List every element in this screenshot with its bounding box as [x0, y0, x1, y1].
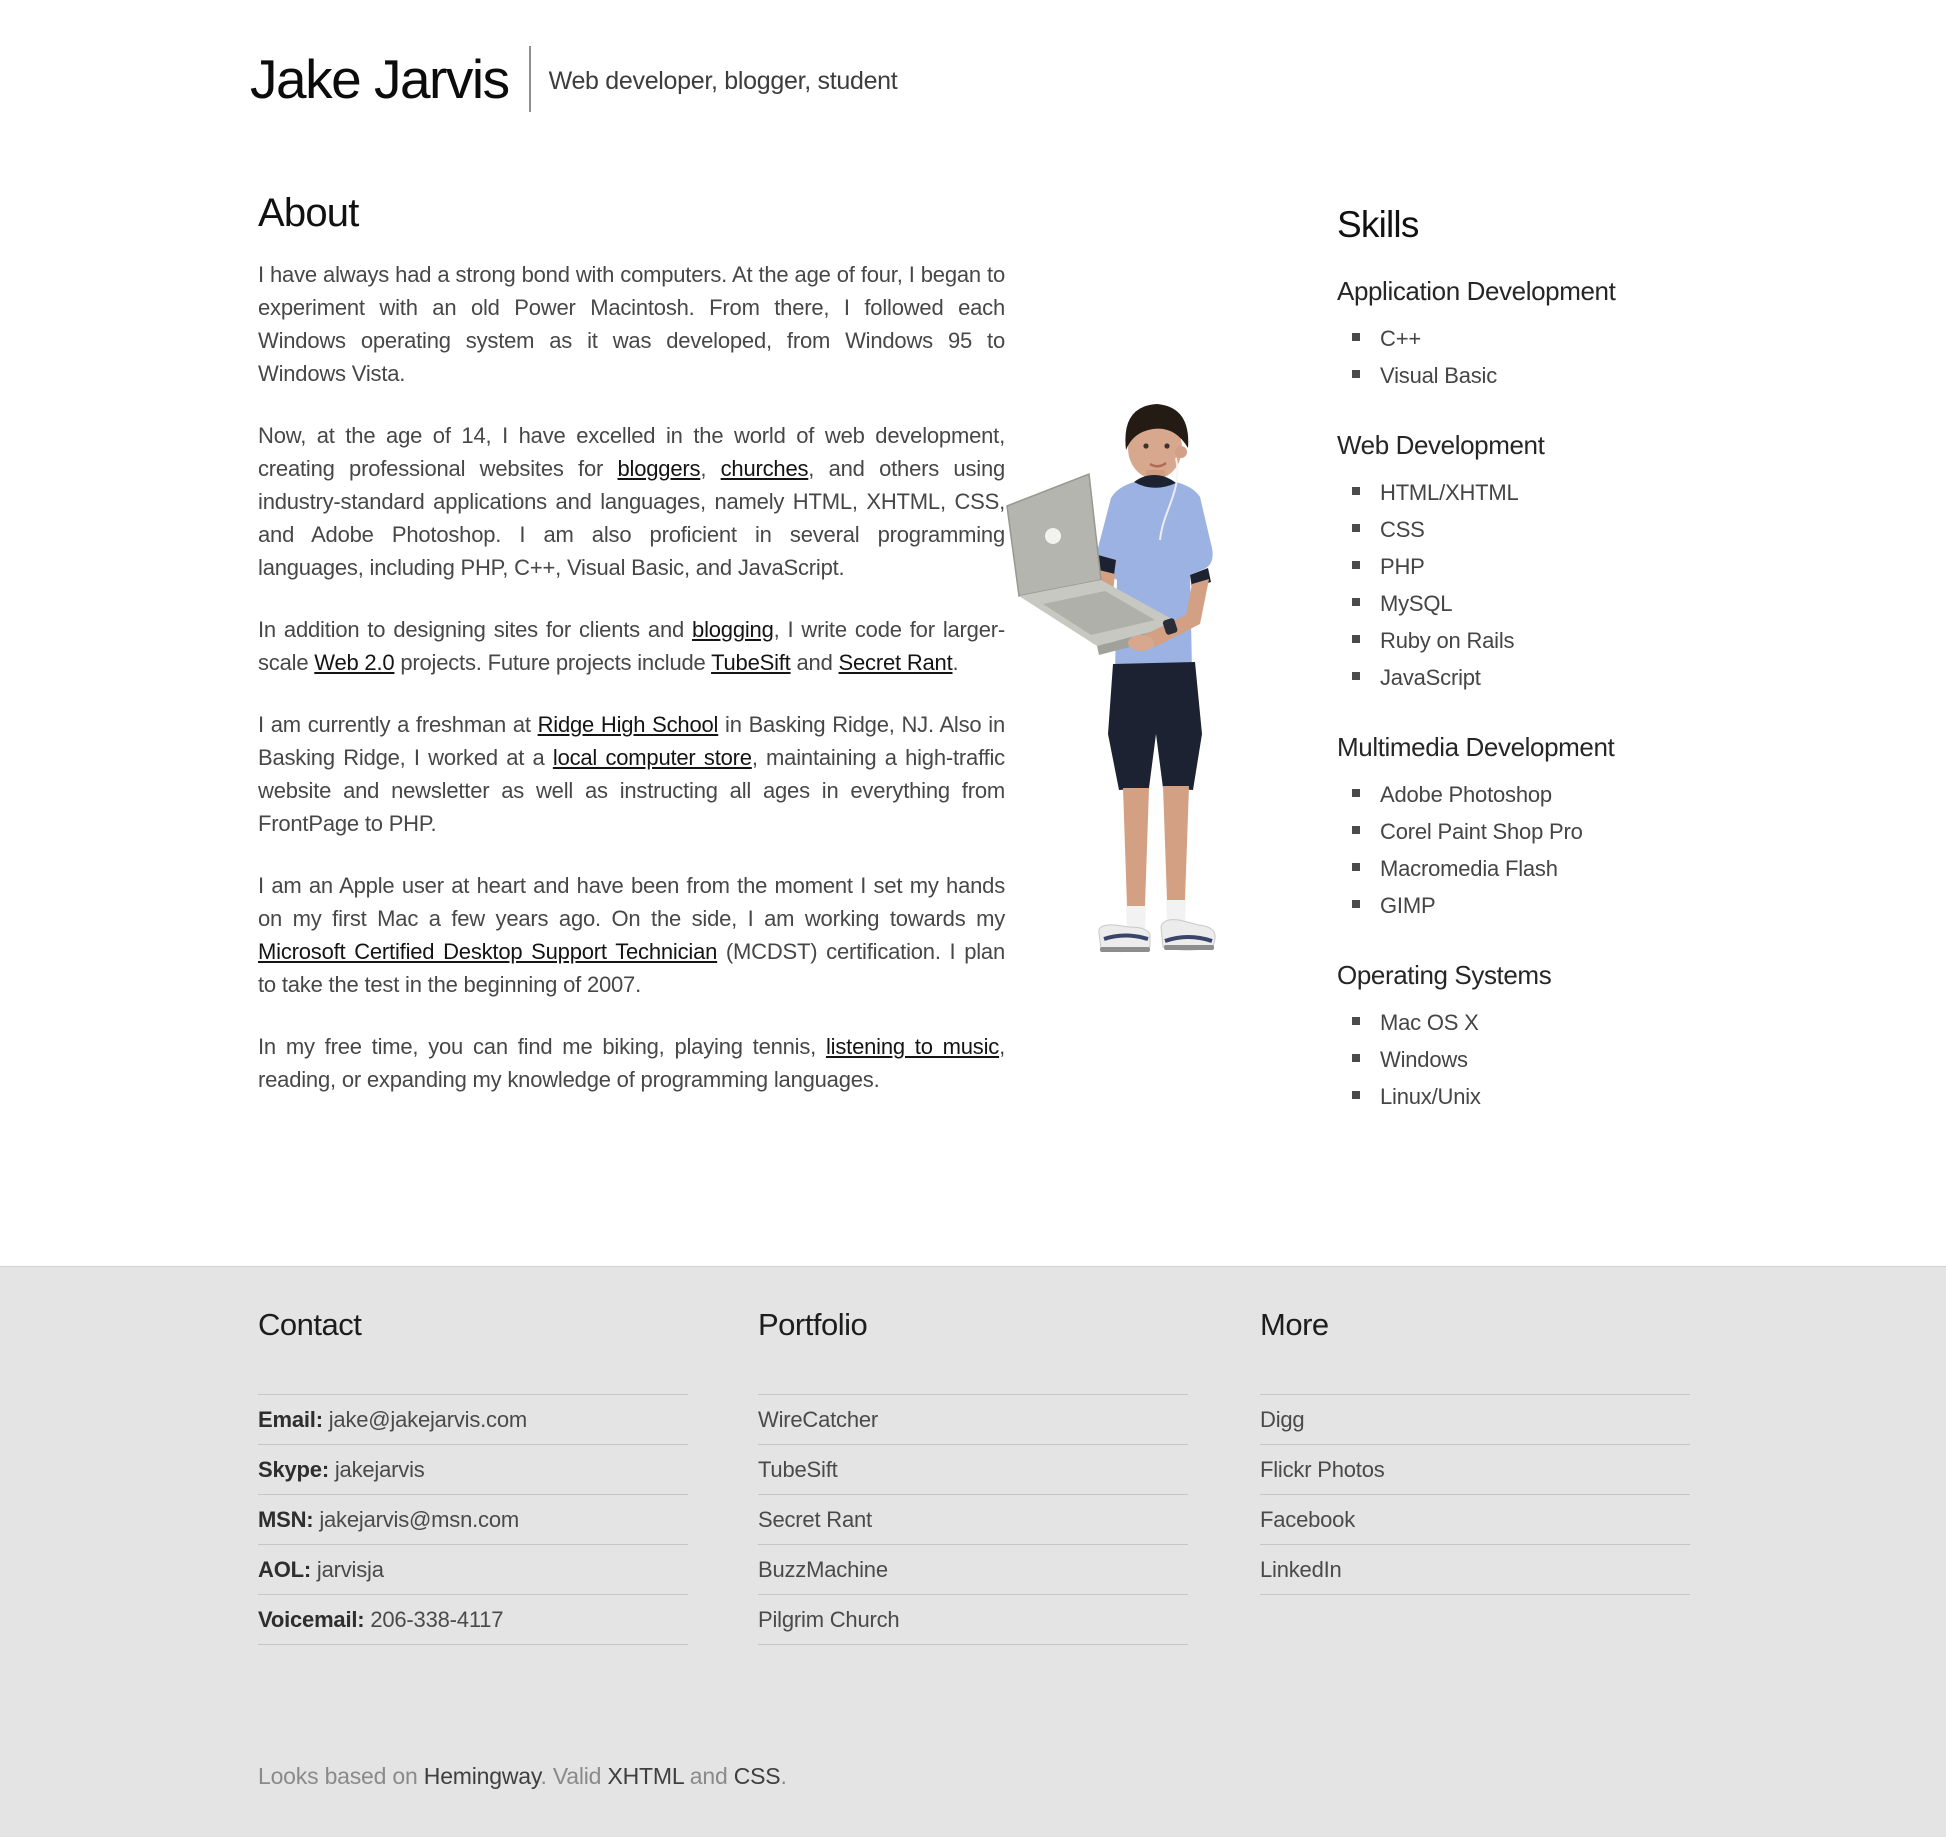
about-text: I am currently a freshman at: [258, 712, 538, 737]
about-link[interactable]: Web 2.0: [314, 650, 395, 675]
about-link[interactable]: listening to music: [825, 1034, 1000, 1059]
about-text: projects. Future projects include: [394, 650, 712, 675]
site-tagline: Web developer, blogger, student: [548, 66, 898, 95]
about-link[interactable]: Ridge High School: [537, 712, 719, 737]
about-text: in Basking Ridge, NJ. Also in Basking Ridge, I worked at a: [258, 712, 1005, 770]
footer-note-link[interactable]: XHTML: [607, 1763, 684, 1789]
skill-item: C++: [1337, 326, 1682, 363]
about-text: , I write code for larger-scale: [258, 617, 1005, 675]
skill-item: Mac OS X: [1337, 1010, 1682, 1047]
header-divider: [529, 46, 531, 112]
skill-group: [1337, 276, 1682, 400]
footer-list: [1260, 1394, 1690, 1595]
footer-heading: More: [1260, 1307, 1329, 1342]
contact-value: jakejarvis@msn.com: [319, 1507, 519, 1532]
boy-with-laptop-illustration: [1003, 398, 1255, 955]
portfolio-row: [758, 1444, 1188, 1494]
about-paragraph: [258, 869, 1005, 1001]
skill-item: Ruby on Rails: [1337, 628, 1682, 665]
footer-note-text: and: [683, 1763, 734, 1789]
skills-section: [1337, 204, 1682, 1121]
about-link[interactable]: Microsoft Certified Desktop Support Technician: [258, 939, 718, 964]
skill-group: [1337, 732, 1682, 930]
more-row: [1260, 1494, 1690, 1544]
more-row: [1260, 1544, 1690, 1594]
skill-item: Linux/Unix: [1337, 1084, 1682, 1121]
about-text: , maintaining a high-traffic website and newsletter as well as instructing all ages in everything from FrontPage to PHP.: [258, 745, 1005, 836]
skill-item: Visual Basic: [1337, 363, 1682, 400]
more-row: [1260, 1394, 1690, 1444]
about-text: , and others using industry-standard applications and languages, namely HTML, XHTML, CSS, and Adobe Photoshop. I am also proficient in several programming languages, including PHP, C++, Visual Basic, and JavaScript.: [258, 456, 1006, 580]
about-text: , reading, or expanding my knowledge of programming languages.: [258, 1034, 1006, 1092]
more-row: [1260, 1444, 1690, 1494]
portfolio-row: [758, 1494, 1188, 1544]
skill-group-title: Operating Systems: [1337, 960, 1552, 990]
skill-group-title: Application Development: [1337, 276, 1616, 306]
portfolio-item-link[interactable]: Pilgrim Church: [758, 1607, 900, 1632]
about-text: .: [952, 650, 959, 675]
contact-label: MSN:: [258, 1507, 320, 1532]
footer-column-contact: [258, 1307, 688, 1645]
footer-note-text: Looks based on: [258, 1763, 424, 1789]
contact-label: Voicemail:: [258, 1607, 371, 1632]
contact-value: jake@jakejarvis.com: [328, 1407, 527, 1432]
portfolio-row: [758, 1394, 1188, 1444]
skill-item: Corel Paint Shop Pro: [1337, 819, 1682, 856]
skill-list: [1337, 480, 1682, 702]
site-header: [250, 46, 897, 112]
footer-heading: Portfolio: [758, 1307, 868, 1342]
contact-row: [258, 1544, 688, 1594]
about-link[interactable]: TubeSift: [711, 650, 791, 675]
skill-item: CSS: [1337, 517, 1682, 554]
skill-item: Windows: [1337, 1047, 1682, 1084]
contact-label: Skype:: [258, 1457, 335, 1482]
about-text: In addition to designing sites for clients and: [258, 617, 693, 642]
contact-value: 206-338-4117: [370, 1607, 504, 1632]
about-link[interactable]: Secret Rant: [838, 650, 953, 675]
portfolio-row: [758, 1594, 1188, 1644]
skill-item: HTML/XHTML: [1337, 480, 1682, 517]
about-link[interactable]: blogging: [692, 617, 774, 642]
footer-list: [758, 1394, 1188, 1645]
skill-item: JavaScript: [1337, 665, 1682, 702]
footer-note: [258, 1763, 787, 1790]
about-text: I am an Apple user at heart and have been from the moment I set my hands on my first Mac a few years ago. On the side, I am working towards my: [258, 873, 1005, 931]
skill-group: [1337, 430, 1682, 702]
skills-heading: Skills: [1337, 204, 1419, 245]
about-link[interactable]: bloggers: [617, 456, 701, 481]
portfolio-item-link[interactable]: Secret Rant: [758, 1507, 872, 1532]
about-paragraph: [258, 419, 1005, 584]
skill-group-title: Multimedia Development: [1337, 732, 1615, 762]
skill-item: PHP: [1337, 554, 1682, 591]
about-text: In my free time, you can find me biking, playing tennis,: [258, 1034, 826, 1059]
skill-item: GIMP: [1337, 893, 1682, 930]
portfolio-item-link[interactable]: WireCatcher: [758, 1407, 879, 1432]
skills-groups: [1337, 276, 1682, 1121]
footer-column-more: [1260, 1307, 1690, 1595]
about-text: ,: [700, 456, 721, 481]
contact-row: [258, 1494, 688, 1544]
about-paragraph: [258, 708, 1005, 840]
about-link[interactable]: churches: [720, 456, 809, 481]
footer-list: [258, 1394, 688, 1645]
about-paragraph: [258, 258, 1005, 390]
footer-note-link[interactable]: Hemingway: [423, 1763, 541, 1789]
contact-row: [258, 1594, 688, 1644]
more-item-link[interactable]: Flickr Photos: [1260, 1457, 1385, 1482]
about-section: [258, 190, 1005, 1096]
about-text: (MCDST) certification. I plan to take the test in the beginning of 2007.: [258, 939, 1005, 997]
more-item-link[interactable]: LinkedIn: [1260, 1557, 1342, 1582]
contact-value: jakejarvis: [334, 1457, 425, 1482]
about-link[interactable]: local computer store: [552, 745, 752, 770]
portfolio-row: [758, 1544, 1188, 1594]
contact-label: Email:: [258, 1407, 329, 1432]
more-item-link[interactable]: Digg: [1260, 1407, 1305, 1432]
skill-item: Macromedia Flash: [1337, 856, 1682, 893]
boy-with-laptop-photo: [1003, 398, 1255, 955]
about-text: I have always had a strong bond with computers. At the age of four, I began to experiment with an old Power Macintosh. From there, I followed each Windows operating system as it was developed, from Windows 95 to Windows Vista.: [258, 262, 1005, 386]
skill-list: [1337, 326, 1682, 400]
footer-note-link[interactable]: CSS: [733, 1763, 781, 1789]
about-paragraph: [258, 1030, 1005, 1096]
skill-item: Adobe Photoshop: [1337, 782, 1682, 819]
skill-list: [1337, 782, 1682, 930]
contact-row: [258, 1394, 688, 1444]
skill-group: [1337, 960, 1682, 1121]
about-paragraphs: [258, 258, 1005, 1096]
more-item-link[interactable]: Facebook: [1260, 1507, 1356, 1532]
about-text: Now, at the age of 14, I have excelled in the world of web development, creating professional websites for: [258, 423, 1005, 481]
skill-list: [1337, 1010, 1682, 1121]
portfolio-item-link[interactable]: TubeSift: [758, 1457, 838, 1482]
footer-heading: Contact: [258, 1307, 362, 1342]
site-title: Jake Jarvis: [250, 48, 509, 110]
about-text: and: [790, 650, 839, 675]
footer-note-text: .: [780, 1763, 787, 1789]
about-heading: About: [258, 191, 359, 235]
footer: [0, 1266, 1946, 1837]
footer-note-text: . Valid: [540, 1763, 608, 1789]
skill-item: MySQL: [1337, 591, 1682, 628]
contact-row: [258, 1444, 688, 1494]
contact-label: AOL:: [258, 1557, 317, 1582]
portfolio-item-link[interactable]: BuzzMachine: [758, 1557, 888, 1582]
about-paragraph: [258, 613, 1005, 679]
contact-value: jarvisja: [316, 1557, 384, 1582]
skill-group-title: Web Development: [1337, 430, 1545, 460]
footer-column-portfolio: [758, 1307, 1188, 1645]
